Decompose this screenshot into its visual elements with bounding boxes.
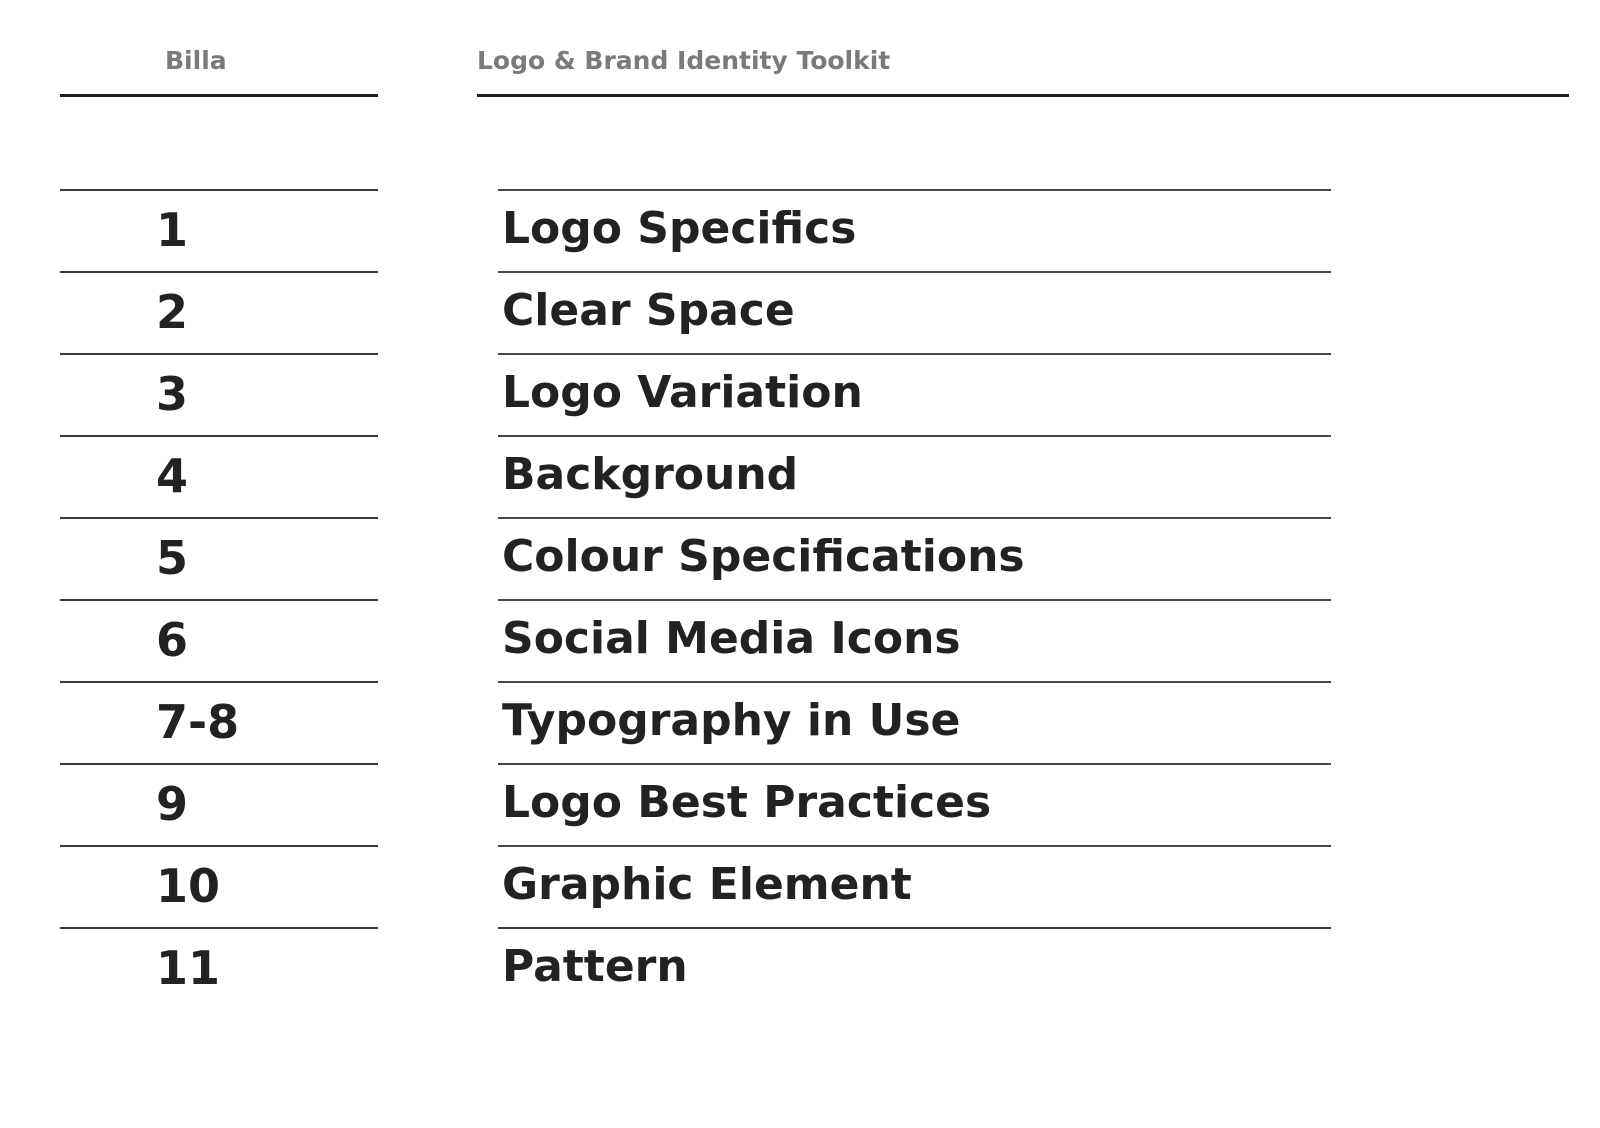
toc-page-number: 1 [156, 203, 189, 257]
toc-title: Clear Space [502, 285, 795, 336]
toc-page-number: 11 [156, 941, 221, 995]
toc-page-cell [60, 435, 378, 517]
toc-title-cell [498, 681, 1331, 763]
toc-row[interactable] [0, 353, 1600, 435]
toc-page-cell [60, 681, 378, 763]
toc-row[interactable] [0, 927, 1600, 1009]
toc-title-cell [498, 763, 1331, 845]
toc-title: Background [502, 449, 799, 500]
toc-page-cell [60, 353, 378, 435]
toc-title: Typography in Use [502, 695, 961, 746]
toc-row[interactable] [0, 271, 1600, 353]
toc-row[interactable] [0, 681, 1600, 763]
toc-row[interactable] [0, 435, 1600, 517]
toc-page-number: 7-8 [156, 695, 240, 749]
toc-row[interactable] [0, 599, 1600, 681]
header-title-block [477, 44, 1569, 97]
header-brand-block [60, 44, 378, 97]
toc-title: Logo Variation [502, 367, 863, 418]
toc-page-cell [60, 599, 378, 681]
toc-page-cell [60, 271, 378, 353]
toc-row[interactable] [0, 189, 1600, 271]
toc-page-cell [60, 927, 378, 1009]
document-title: Logo & Brand Identity Toolkit [477, 46, 891, 75]
toc-title: Logo Specifics [502, 203, 857, 254]
toc-title-cell [498, 353, 1331, 435]
brand-name: Billa [165, 46, 227, 75]
toc-title-cell [498, 599, 1331, 681]
toc-title: Social Media Icons [502, 613, 961, 664]
toc-page-number: 3 [156, 367, 189, 421]
toc-page-number: 4 [156, 449, 189, 503]
toc-title-cell [498, 927, 1331, 1009]
toc-row[interactable] [0, 845, 1600, 927]
toc-title: Pattern [502, 941, 688, 992]
toc-page-number: 2 [156, 285, 189, 339]
toc-title: Colour Specifications [502, 531, 1025, 582]
toc-page-cell [60, 845, 378, 927]
toc-title: Graphic Element [502, 859, 912, 910]
toc-title-cell [498, 517, 1331, 599]
toc-page-number: 10 [156, 859, 221, 913]
toc-page-cell [60, 763, 378, 845]
toc-page-number: 6 [156, 613, 189, 667]
toc-title-cell [498, 189, 1331, 271]
table-of-contents [0, 189, 1600, 1009]
toc-page-number: 9 [156, 777, 189, 831]
toc-title-cell [498, 271, 1331, 353]
toc-row[interactable] [0, 763, 1600, 845]
toc-page-cell [60, 189, 378, 271]
toc-row[interactable] [0, 517, 1600, 599]
toc-page-number: 5 [156, 531, 189, 585]
toc-title: Logo Best Practices [502, 777, 992, 828]
toc-title-cell [498, 845, 1331, 927]
toc-page-cell [60, 517, 378, 599]
toc-title-cell [498, 435, 1331, 517]
